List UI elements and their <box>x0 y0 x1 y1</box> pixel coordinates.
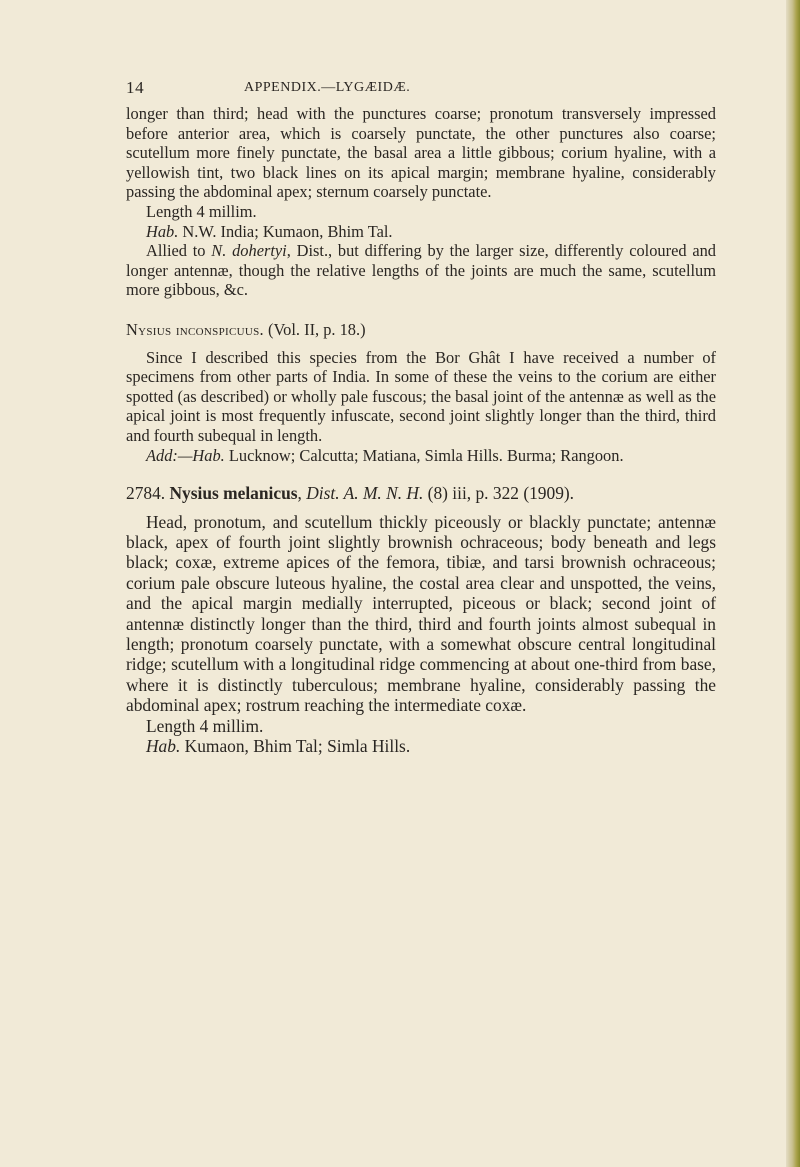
reference-journal: Dist. A. M. N. H. <box>306 483 424 504</box>
allied-pre: Allied to <box>146 241 212 261</box>
melanicus-length-line: Length 4 millim. <box>146 715 264 736</box>
melanicus-hab-label: Hab. <box>146 735 181 756</box>
description-continued: longer than third; head with the punctures coarse; pronotum transversely impressed before anterior area, which is coarsely punctate, the other punctures also coarse; scutellum more finely punctate, the basal area a little gibbous; corium hyaline, with a yellowish tint, two black lines on its apical margin; membrane hyaline, considerably passing the abdominal apex; sternum coarsely punctate. <box>126 104 716 202</box>
add-text: Lucknow; Calcutta; Matiana, Simla Hills. Burma; Rangoon. <box>224 445 624 465</box>
hab-label: Hab. <box>146 221 179 241</box>
reference-details: (8) iii, p. 322 (1909). <box>423 483 575 504</box>
inconspicuus-paragraph: Since I described this species from the Bor Ghât I have received a number of specimens from other parts of India. In some of these the veins to the corium are either spotted (as described) or wholly pale fuscous; the basal joint of the antennæ as well as the apical joint is most frequently infuscate, second joint slightly longer than the third, third and fourth subequal in length. <box>126 347 716 445</box>
species-heading-name: Nysius inconspicuus. <box>126 319 264 339</box>
allied-post: , Dist., but differing by the larger size, differently coloured and longer antennæ, though the relative lengths of the joints are much the same, scutellum more gibbous, &c. <box>126 241 716 300</box>
running-header <box>126 78 716 104</box>
running-title: APPENDIX.—LYGÆIDÆ. <box>244 80 411 95</box>
species-number: 2784. <box>126 483 166 504</box>
document-page <box>126 78 716 756</box>
melanicus-description: Head, pronotum, and scutellum thickly piceously or blackly punctate; antennæ black, apex of fourth joint slightly brownish ochraceous; body beneath and legs black; coxæ, extreme apices of the femora, tibiæ, and tarsi brownish ochraceous; corium pale obscure luteous hyaline, the costal area clear and unspotted, the veins, and the apical margin medially interrupted, piceous or black; second joint of antennæ distinctly longer than the third, third and fourth joints almost subequal in length; pronotum coarsely punctate, with a somewhat obscure central longitudinal ridge; scutellum with a longitudinal ridge commencing at about one-third from base, where it is distinctly tuberculous; membrane hyaline, considerably passing the abdominal apex; rostrum reaching the intermediate coxæ. <box>126 511 716 716</box>
allied-paragraph <box>126 241 716 300</box>
page-edge <box>786 0 800 1167</box>
section-heading-inconspicuus <box>126 320 716 340</box>
melanicus-hab-text: Kumaon, Bhim Tal; Simla Hills. <box>180 735 411 756</box>
inconspicuus-add-line <box>126 446 716 466</box>
species-heading-ref: (Vol. II, p. 18.) <box>263 319 366 339</box>
species-heading-melanicus: 2784. Nysius melanicus, Dist. A. M. N. H. (8) iii, p. 322 (1909). <box>126 483 575 504</box>
allied-species: N. dohertyi <box>211 241 287 261</box>
species-name: Nysius melanicus <box>169 483 298 504</box>
add-label: Add:—Hab. <box>146 445 225 465</box>
length-line: Length 4 millim. <box>146 201 257 221</box>
page-number: 14 <box>126 78 145 97</box>
habitat-line <box>126 222 716 242</box>
hab-text: N.W. India; Kumaon, Bhim Tal. <box>178 221 393 241</box>
melanicus-habitat-line <box>126 736 716 756</box>
